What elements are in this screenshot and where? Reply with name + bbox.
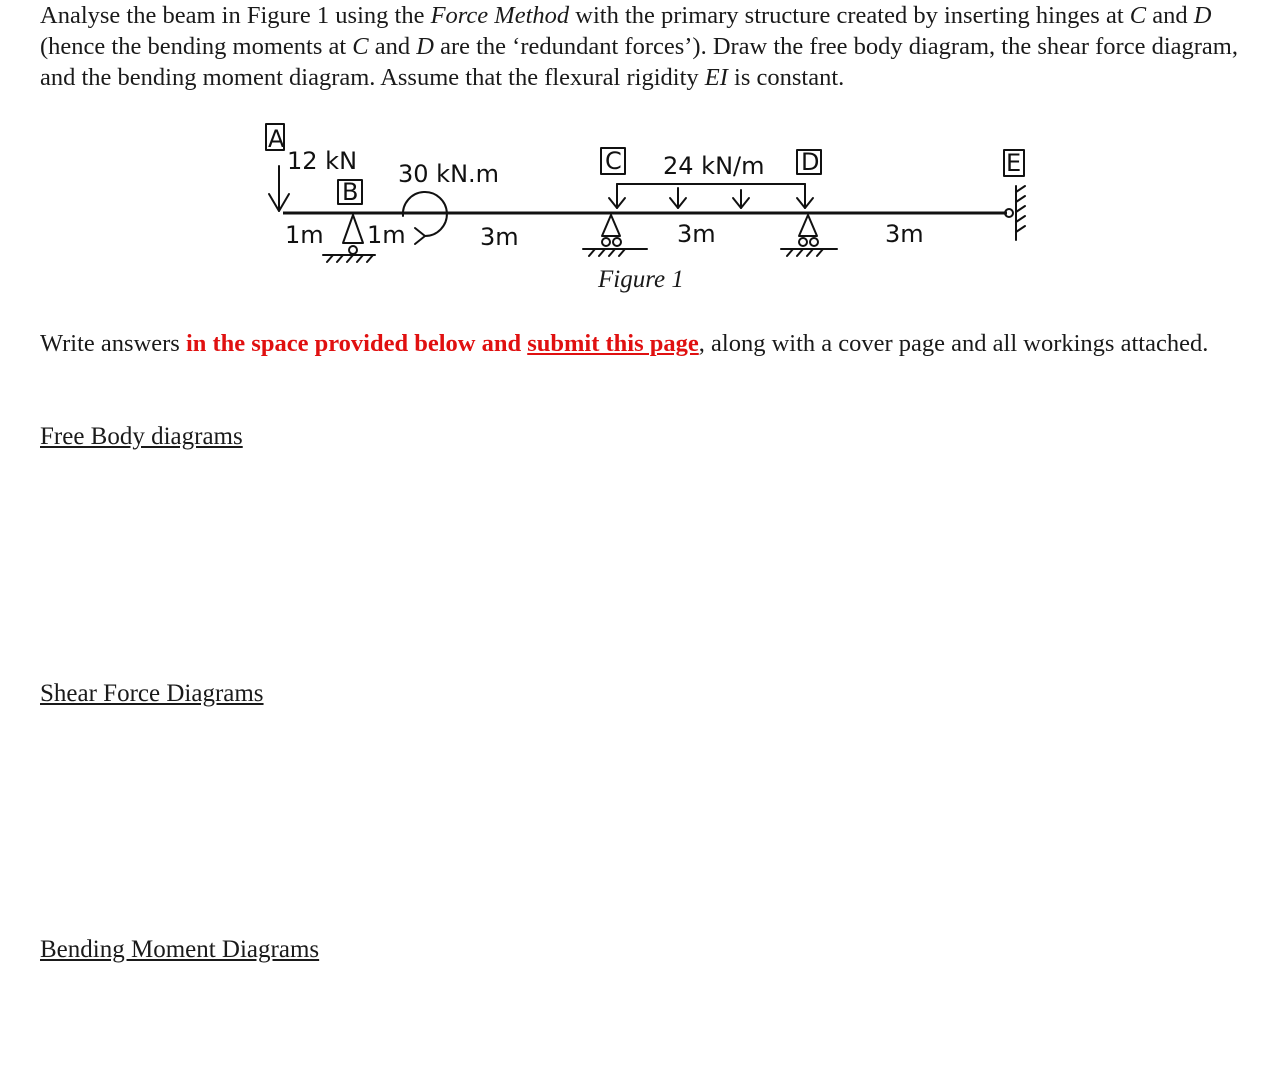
moment-c-label: C [352, 33, 369, 60]
intro-text: with the primary structure created by inserting hinges at [569, 2, 1130, 29]
span-de-label: 3m [885, 220, 924, 248]
span-cd-label: 3m [677, 220, 716, 248]
bending-moment-answer-space[interactable] [40, 975, 1240, 1075]
free-body-heading: Free Body diagrams [40, 423, 243, 450]
span-moment-c-label: 3m [480, 223, 519, 251]
support-c-roller [583, 215, 647, 256]
hinge-d-label: D [1193, 2, 1212, 29]
beam-figure [255, 112, 1045, 302]
shear-force-answer-space[interactable] [40, 718, 1240, 923]
intro-text: is constant. [727, 64, 845, 91]
distributed-load-label: 24 kN/m [663, 152, 765, 180]
intro-text: Analyse the beam in Figure 1 using the [40, 2, 431, 29]
method-name: Force Method [430, 2, 570, 29]
instructions-prefix: Write answers [40, 330, 186, 357]
node-c-label: C [605, 147, 622, 175]
node-e-label: E [1006, 149, 1022, 177]
bending-moment-heading: Bending Moment Diagrams [40, 936, 320, 963]
intro-text: (hence the bending moments at [40, 33, 353, 60]
distributed-load-arrows [609, 184, 813, 208]
point-load-label: 12 kN [287, 147, 358, 175]
flexural-rigidity-label: EI [704, 64, 728, 91]
free-body-answer-space[interactable] [40, 462, 1240, 667]
instructions-emphasis: in the space provided below and [185, 330, 528, 357]
moment-load-label: 30 kN.m [398, 160, 500, 188]
moment-d-label: D [416, 33, 434, 60]
instructions-underlined: submit this page [527, 330, 699, 357]
intro-text: and [1146, 2, 1194, 29]
intro-text: are the ‘redundant forces’). Draw the free body diagram, the shear force diagram, and the bending moment diagram. Assume that the flexural rigidity [40, 33, 1238, 91]
span-ab-label: 1m [285, 221, 324, 249]
question-text [40, 0, 1265, 93]
span-b-moment-label: 1m [367, 221, 406, 249]
intro-text: and [368, 33, 417, 60]
instructions-text [40, 328, 1265, 360]
point-load-arrow [269, 166, 289, 211]
node-b-label: B [342, 178, 359, 206]
shear-force-heading: Shear Force Diagrams [40, 680, 264, 707]
node-a-label: A [268, 125, 285, 153]
node-d-label: D [801, 148, 820, 176]
instructions-suffix: , along with a cover page and all workings attached. [698, 330, 1209, 357]
hinge-c-label: C [1129, 2, 1147, 29]
figure-caption: Figure 1 [598, 266, 684, 293]
support-d-roller [781, 215, 837, 256]
moment-load-arrow [403, 192, 447, 244]
support-e-fixed [1005, 186, 1025, 240]
